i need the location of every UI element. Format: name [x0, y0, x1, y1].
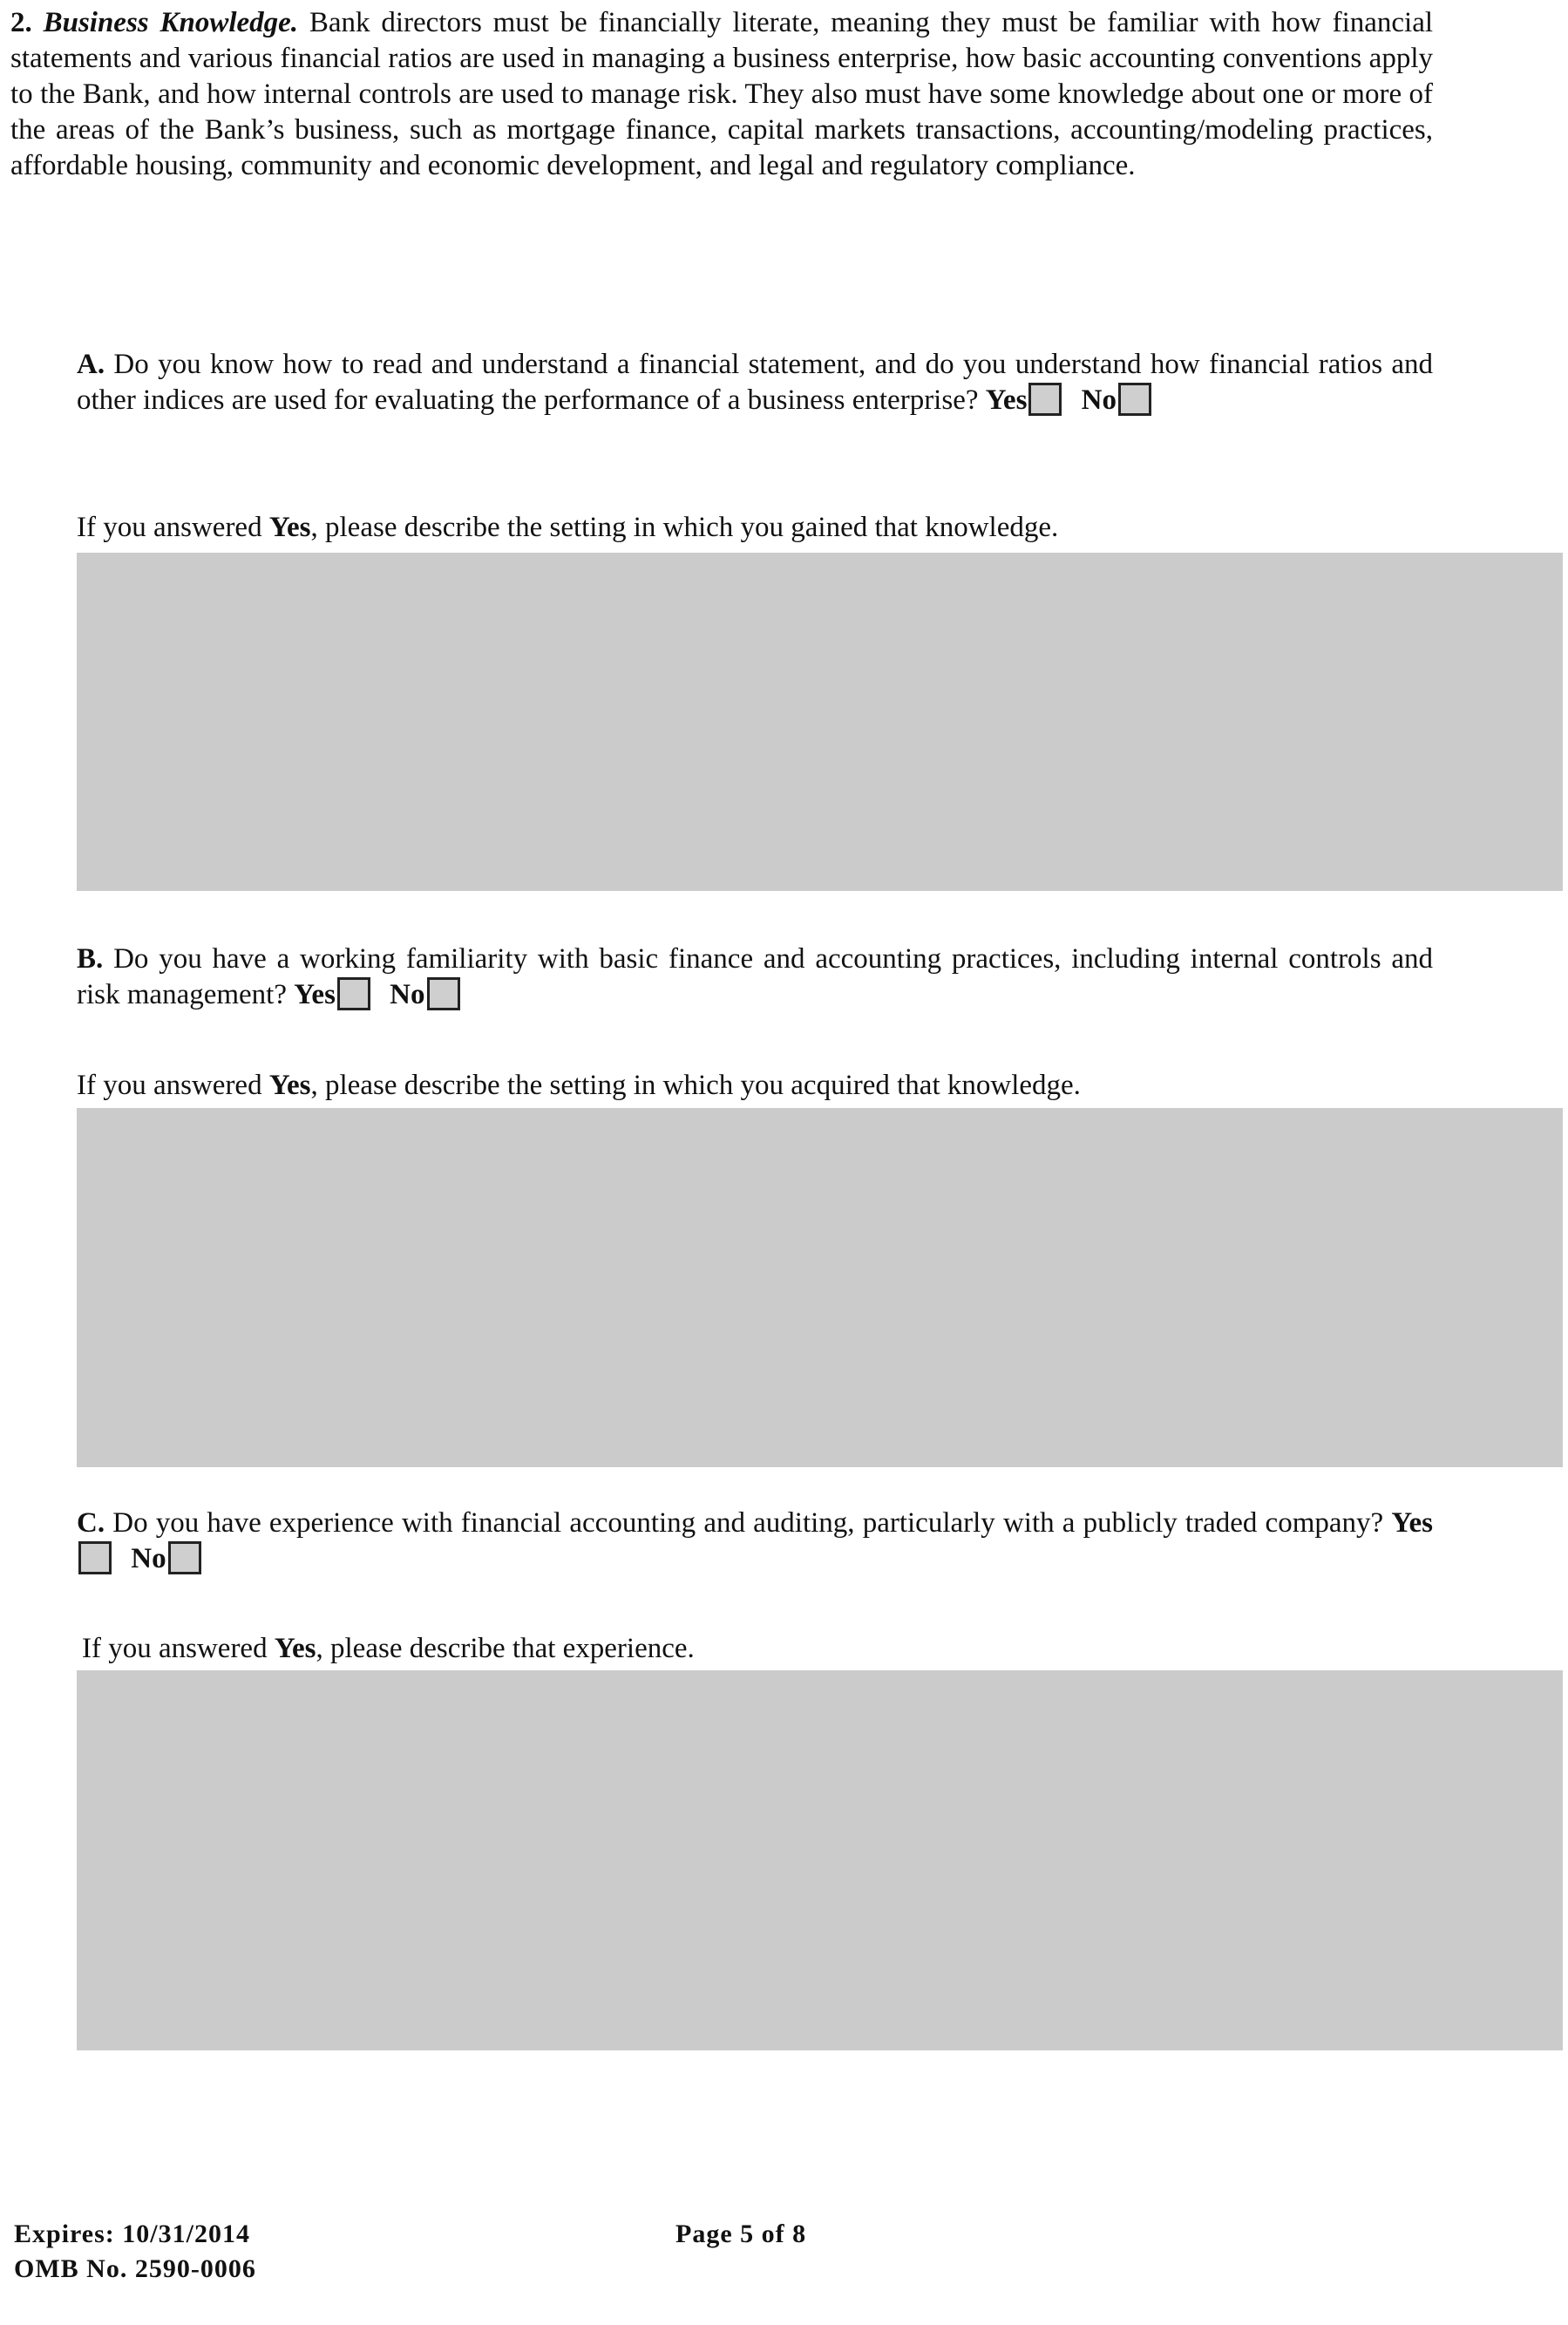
- question-b-letter: B.: [77, 943, 104, 975]
- question-c-prompt-pre: If you answered: [82, 1633, 268, 1664]
- section-title: Business Knowledge.: [43, 7, 299, 38]
- question-c: [77, 1506, 1433, 1577]
- question-a-yes-label: Yes: [985, 384, 1028, 416]
- question-b-no-checkbox[interactable]: [427, 977, 460, 1010]
- question-c-prompt-yes: Yes: [274, 1633, 316, 1664]
- question-c-answer-field[interactable]: [77, 1670, 1563, 2050]
- question-c-no-checkbox[interactable]: [168, 1541, 201, 1574]
- question-a-answer-field[interactable]: [77, 553, 1563, 891]
- question-c-yes-checkbox[interactable]: [78, 1541, 112, 1574]
- question-c-prompt-post: , please describe that experience.: [316, 1633, 695, 1664]
- question-a-prompt-yes: Yes: [268, 512, 311, 543]
- question-b-prompt-post: , please describe the setting in which you acquired that knowledge.: [310, 1070, 1081, 1101]
- question-b-prompt-yes: Yes: [268, 1070, 311, 1101]
- question-a-text: Do you know how to read and understand a financial statement, and do you understand how financial ratios and other indices are used for evaluating the performance of a business enterprise?: [77, 349, 1433, 416]
- question-b-text: Do you have a working familiarity with basic finance and accounting practices, including internal controls and risk management?: [77, 943, 1434, 1010]
- footer-omb-number: OMB No. 2590-0006: [14, 2254, 256, 2283]
- question-b-yes-label: Yes: [294, 979, 336, 1010]
- question-b-answer-field[interactable]: [77, 1108, 1563, 1467]
- question-a: [77, 347, 1433, 418]
- question-c-prompt: [82, 1631, 1476, 1667]
- question-a-prompt-post: , please describe the setting in which you gained that knowledge.: [310, 512, 1059, 543]
- question-b-yes-checkbox[interactable]: [337, 977, 370, 1010]
- question-a-no-checkbox[interactable]: [1118, 383, 1151, 416]
- question-a-prompt: [77, 510, 1471, 546]
- question-a-prompt-pre: If you answered: [77, 512, 262, 543]
- question-c-text: Do you have experience with financial accounting and auditing, particularly with a publicly traded company?: [112, 1507, 1384, 1539]
- question-b-prompt-pre: If you answered: [77, 1070, 262, 1101]
- section-number: 2.: [10, 7, 32, 38]
- question-c-letter: C.: [77, 1507, 105, 1539]
- question-b-prompt: [77, 1068, 1471, 1104]
- question-a-yes-checkbox[interactable]: [1028, 383, 1062, 416]
- question-b: [77, 942, 1433, 1013]
- question-a-letter: A.: [77, 349, 105, 380]
- footer-page-number: Page 5 of 8: [675, 2220, 807, 2248]
- question-b-no-label: No: [390, 979, 425, 1010]
- question-c-yes-label: Yes: [1391, 1507, 1434, 1539]
- footer-expires: Expires: 10/31/2014: [14, 2220, 250, 2248]
- footer-form-info: [14, 2217, 256, 2287]
- section-body: Bank directors must be financially literate, meaning they must be familiar with how financial statements and various financial ratios are used in managing a business enterprise, how basic accounting conventions apply to the Bank, and how internal controls are used to manage risk. They also must have some knowledge about one or more of the areas of the Bank’s business, such as mortgage finance, capital markets transactions, accounting/modeling practices, affordable housing, community and economic development, and legal and regulatory compliance.: [10, 7, 1434, 181]
- question-c-no-label: No: [131, 1543, 166, 1574]
- section-intro: [10, 5, 1433, 184]
- question-a-no-label: No: [1081, 384, 1117, 416]
